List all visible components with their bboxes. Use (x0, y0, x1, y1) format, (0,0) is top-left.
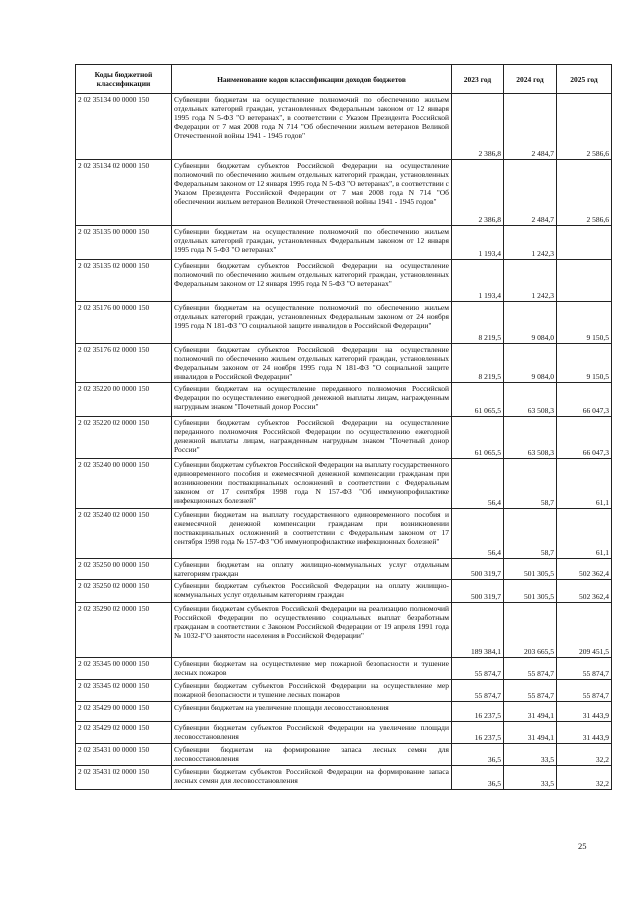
name-cell: Субвенции бюджетам на увеличение площади лесовосстановления (172, 702, 452, 722)
code-cell: 2 02 35176 02 0000 150 (76, 344, 172, 383)
code-cell: 2 02 35345 02 0000 150 (76, 680, 172, 702)
table-row (76, 226, 612, 260)
value-2024-cell: 58,7 (504, 509, 557, 559)
code-cell: 2 02 35250 00 0000 150 (76, 559, 172, 580)
value-2025-cell: 66 047,3 (557, 417, 612, 459)
table-row (76, 702, 612, 722)
table-row (76, 509, 612, 559)
code-cell: 2 02 35135 00 0000 150 (76, 226, 172, 260)
name-cell: Субвенции бюджетам субъектов Российской Федерации на выплату государственного единовременного пособия и ежемесячной денежной компенсации гражданам при возникновении поствакцинальных осложнений в соответствии с Федеральным законом от 17 сентября 1998 года N 157-ФЗ "Об иммунопрофилактике инфекционных болезней" (172, 459, 452, 509)
value-2024-cell: 55 874,7 (504, 680, 557, 702)
name-cell: Субвенции бюджетам на осуществление полномочий по обеспечению жильем отдельных категорий граждан, установленных Федеральным законом от 24 ноября 1995 года N 181-ФЗ "О социальной защите инвалидов в Российской Федерации" (172, 302, 452, 344)
value-2023-cell: 500 319,7 (452, 559, 504, 580)
value-2024-cell: 33,5 (504, 744, 557, 766)
value-2024-cell: 63 508,3 (504, 383, 557, 417)
value-2024-cell: 203 665,5 (504, 603, 557, 658)
name-cell: Субвенции бюджетам на осуществление мер пожарной безопасности и тушение лесных пожаров (172, 658, 452, 680)
header-code: Коды бюджетной классификации (76, 65, 172, 94)
value-2024-cell: 9 084,0 (504, 344, 557, 383)
code-cell: 2 02 35429 00 0000 150 (76, 702, 172, 722)
name-cell: Субвенции бюджетам на оплату жилищно-коммунальных услуг отдельным категориям граждан (172, 559, 452, 580)
value-2024-cell: 501 305,5 (504, 559, 557, 580)
value-2025-cell: 31 443,9 (557, 702, 612, 722)
value-2024-cell: 33,5 (504, 766, 557, 790)
code-cell: 2 02 35134 00 0000 150 (76, 94, 172, 160)
value-2023-cell: 56,4 (452, 459, 504, 509)
code-cell: 2 02 35290 02 0000 150 (76, 603, 172, 658)
name-cell: Субвенции бюджетам субъектов Российской Федерации на формирование запаса лесных семян для лесовосстановления (172, 766, 452, 790)
value-2023-cell: 56,4 (452, 509, 504, 559)
code-cell: 2 02 35240 02 0000 150 (76, 509, 172, 559)
name-cell: Субвенции бюджетам на осуществление полномочий по обеспечению жильем отдельных категорий граждан, установленных Федеральным законом от 12 января 1995 года N 5-ФЗ "О ветеранах", в соответствии с Указом Президента Российской Федерации от 7 мая 2008 года N 714 "Об обеспечении жильем ветеранов Великой Отечественной войны 1941 - 1945 годов" (172, 94, 452, 160)
value-2023-cell: 189 384,1 (452, 603, 504, 658)
value-2023-cell: 16 237,5 (452, 702, 504, 722)
code-cell: 2 02 35345 00 0000 150 (76, 658, 172, 680)
value-2023-cell: 8 219,5 (452, 344, 504, 383)
code-cell: 2 02 35176 00 0000 150 (76, 302, 172, 344)
table-row (76, 722, 612, 744)
value-2025-cell: 61,1 (557, 459, 612, 509)
table-row (76, 260, 612, 302)
table-row (76, 658, 612, 680)
code-cell: 2 02 35429 02 0000 150 (76, 722, 172, 744)
value-2024-cell: 1 242,3 (504, 226, 557, 260)
value-2025-cell: 9 150,5 (557, 302, 612, 344)
value-2025-cell: 2 586,6 (557, 94, 612, 160)
value-2023-cell: 36,5 (452, 766, 504, 790)
value-2025-cell: 32,2 (557, 766, 612, 790)
value-2024-cell: 58,7 (504, 459, 557, 509)
value-2023-cell: 55 874,7 (452, 658, 504, 680)
value-2023-cell: 2 386,8 (452, 160, 504, 226)
table-row (76, 94, 612, 160)
value-2023-cell: 36,5 (452, 744, 504, 766)
value-2024-cell: 55 874,7 (504, 658, 557, 680)
name-cell: Субвенции бюджетам субъектов Российской Федерации на реализацию полномочий Российской Федерации по осуществлению социальных выплат безработным гражданам в соответствии с Законом Российской Федерации от 19 апреля 1991 года № 1032-I"О занятости населения в Российской Федерации" (172, 603, 452, 658)
value-2025-cell: 209 451,5 (557, 603, 612, 658)
value-2023-cell: 1 193,4 (452, 260, 504, 302)
table-header-row (76, 65, 612, 94)
value-2023-cell: 500 319,7 (452, 580, 504, 603)
value-2023-cell: 55 874,7 (452, 680, 504, 702)
table-row (76, 459, 612, 509)
table-row (76, 580, 612, 603)
table-row (76, 559, 612, 580)
value-2024-cell: 501 305,5 (504, 580, 557, 603)
name-cell: Субвенции бюджетам субъектов Российской Федерации на увеличение площади лесовосстановления (172, 722, 452, 744)
value-2024-cell: 2 484,7 (504, 94, 557, 160)
name-cell: Субвенции бюджетам субъектов Российской Федерации на осуществление полномочий по обеспечению жильем отдельных категорий граждан, установленных Федеральным законом от 24 ноября 1995 года N 181-ФЗ "О социальной защите инвалидов в Российской Федерации" (172, 344, 452, 383)
table-row (76, 302, 612, 344)
value-2025-cell: 55 874,7 (557, 658, 612, 680)
value-2023-cell: 2 386,8 (452, 94, 504, 160)
name-cell: Субвенции бюджетам субъектов Российской Федерации на осуществление переданного полномочия Российской Федерации по осуществлению ежегодной денежной выплаты лицам, награжденным нагрудным знаком "Почетный донор России" (172, 417, 452, 459)
value-2025-cell: 502 362,4 (557, 580, 612, 603)
code-cell: 2 02 35250 02 0000 150 (76, 580, 172, 603)
value-2023-cell: 16 237,5 (452, 722, 504, 744)
name-cell: Субвенции бюджетам субъектов Российской Федерации на осуществление мер пожарной безопасности и тушение лесных пожаров (172, 680, 452, 702)
value-2025-cell: 32,2 (557, 744, 612, 766)
value-2025-cell (557, 260, 612, 302)
header-2023: 2023 год (452, 65, 504, 94)
table-row (76, 160, 612, 226)
value-2025-cell: 66 047,3 (557, 383, 612, 417)
code-cell: 2 02 35431 00 0000 150 (76, 744, 172, 766)
code-cell: 2 02 35220 00 0000 150 (76, 383, 172, 417)
code-cell: 2 02 35220 02 0000 150 (76, 417, 172, 459)
name-cell: Субвенции бюджетам на осуществление переданного полномочия Российской Федерации по осуществлению ежегодной денежной выплаты лицам, награжденным нагрудным знаком "Почетный донор России" (172, 383, 452, 417)
value-2025-cell: 55 874,7 (557, 680, 612, 702)
header-2025: 2025 год (557, 65, 612, 94)
value-2025-cell (557, 226, 612, 260)
name-cell: Субвенции бюджетам на осуществление полномочий по обеспечению жильем отдельных категорий граждан, установленных Федеральным законом от 12 января 1995 года N 5-ФЗ "О ветеранах" (172, 226, 452, 260)
table-row (76, 766, 612, 790)
table-row (76, 603, 612, 658)
name-cell: Субвенции бюджетам на формирование запаса лесных семян для лесовосстановления (172, 744, 452, 766)
table-row (76, 344, 612, 383)
name-cell: Субвенции бюджетам субъектов Российской Федерации на осуществление полномочий по обеспечению жильем отдельных категорий граждан, установленных Федеральным законом от 12 января 1995 года N 5-ФЗ "О ветеранах", в соответствии с Указом Президента Российской Федерации от 7 мая 2008 года N 714 "Об обеспечении жильем ветеранов Великой Отечественной войны 1941 - 1945 годов" (172, 160, 452, 226)
value-2024-cell: 31 494,1 (504, 702, 557, 722)
table-row (76, 383, 612, 417)
value-2025-cell: 2 586,6 (557, 160, 612, 226)
value-2023-cell: 1 193,4 (452, 226, 504, 260)
header-2024: 2024 год (504, 65, 557, 94)
value-2024-cell: 2 484,7 (504, 160, 557, 226)
revenue-table (75, 64, 612, 790)
table-row (76, 417, 612, 459)
page-number: 25 (578, 841, 587, 851)
name-cell: Субвенции бюджетам субъектов Российской Федерации на оплату жилищно-коммунальных услуг отдельным категориям граждан (172, 580, 452, 603)
code-cell: 2 02 35240 00 0000 150 (76, 459, 172, 509)
table-row (76, 744, 612, 766)
value-2025-cell: 31 443,9 (557, 722, 612, 744)
value-2024-cell: 1 242,3 (504, 260, 557, 302)
value-2025-cell: 9 150,5 (557, 344, 612, 383)
code-cell: 2 02 35431 02 0000 150 (76, 766, 172, 790)
value-2023-cell: 61 065,5 (452, 417, 504, 459)
value-2024-cell: 31 494,1 (504, 722, 557, 744)
code-cell: 2 02 35134 02 0000 150 (76, 160, 172, 226)
table-row (76, 680, 612, 702)
value-2024-cell: 9 084,0 (504, 302, 557, 344)
code-cell: 2 02 35135 02 0000 150 (76, 260, 172, 302)
name-cell: Субвенции бюджетам субъектов Российской Федерации на осуществление полномочий по обеспечению жильем отдельных категорий граждан, установленных Федеральным законом от 12 января 1995 года N 5-ФЗ "О ветеранах" (172, 260, 452, 302)
value-2023-cell: 8 219,5 (452, 302, 504, 344)
name-cell: Субвенции бюджетам на выплату государственного единовременного пособия и ежемесячной денежной компенсации гражданам при возникновении поствакцинальных осложнений в соответствии с Федеральным законом от 17 сентября 1998 года № 157-ФЗ "Об иммунопрофилактике инфекционных болезней" (172, 509, 452, 559)
value-2025-cell: 502 362,4 (557, 559, 612, 580)
value-2023-cell: 61 065,5 (452, 383, 504, 417)
value-2025-cell: 61,1 (557, 509, 612, 559)
header-name: Наименование кодов классификации доходов бюджетов (172, 65, 452, 94)
value-2024-cell: 63 508,3 (504, 417, 557, 459)
